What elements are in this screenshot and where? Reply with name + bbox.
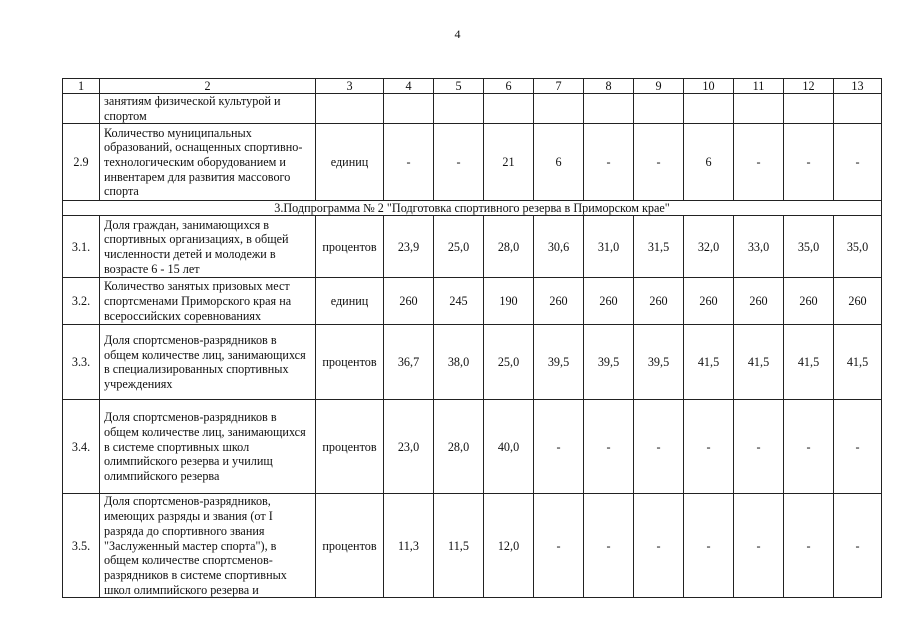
indicator-description: Количество муниципальных образований, оснащенных спортивно-технологическим оборудованием и инвентарем для развития массового спорта (100, 124, 316, 201)
indicator-description: Доля спортсменов-разрядников в общем количестве лиц, занимающихся в системе спортивных школ олимпийского резерва и училищ олимпийского резерва (100, 400, 316, 494)
indicator-value: 23,9 (384, 216, 434, 278)
indicator-value: 25,0 (484, 325, 534, 400)
table-row (63, 216, 882, 278)
section-title: 3.Подпрограмма № 2 "Подготовка спортивного резерва в Приморском крае" (63, 201, 882, 216)
indicator-value: 11,5 (434, 494, 484, 598)
unit-of-measure: процентов (316, 400, 384, 494)
indicator-value: - (384, 124, 434, 201)
column-number-header: 13 (834, 79, 882, 94)
indicator-value: 30,6 (534, 216, 584, 278)
indicator-value: 32,0 (684, 216, 734, 278)
indicator-value: - (534, 494, 584, 598)
column-number-header: 2 (100, 79, 316, 94)
indicator-value (534, 94, 584, 124)
indicator-value: 36,7 (384, 325, 434, 400)
indicator-description: Доля спортсменов-разрядников в общем количестве лиц, занимающихся в специализированных спортивных учреждениях (100, 325, 316, 400)
indicator-value: 31,0 (584, 216, 634, 278)
indicator-value: 23,0 (384, 400, 434, 494)
indicator-value (784, 94, 834, 124)
indicator-value: - (434, 124, 484, 201)
page-number: 4 (454, 27, 461, 41)
indicator-description: занятиям физической культурой и спортом (100, 94, 316, 124)
column-number-header: 7 (534, 79, 584, 94)
indicator-value: 260 (784, 278, 834, 325)
indicator-value: 25,0 (434, 216, 484, 278)
column-number-header: 6 (484, 79, 534, 94)
unit-of-measure: процентов (316, 216, 384, 278)
indicator-value: - (584, 494, 634, 598)
indicator-value: - (684, 400, 734, 494)
indicator-value: 41,5 (834, 325, 882, 400)
indicator-value (834, 94, 882, 124)
indicator-value: 260 (584, 278, 634, 325)
indicator-value: 39,5 (634, 325, 684, 400)
column-number-header: 5 (434, 79, 484, 94)
indicator-value: 245 (434, 278, 484, 325)
indicator-value: - (584, 400, 634, 494)
indicator-value: 40,0 (484, 400, 534, 494)
unit-of-measure: единиц (316, 278, 384, 325)
indicator-value: - (634, 400, 684, 494)
indicator-value: 41,5 (684, 325, 734, 400)
row-number: 3.2. (63, 278, 100, 325)
indicator-value: 6 (534, 124, 584, 201)
indicator-value (584, 94, 634, 124)
indicator-value (384, 94, 434, 124)
indicator-value: 39,5 (584, 325, 634, 400)
indicator-value: 39,5 (534, 325, 584, 400)
indicator-value: - (734, 400, 784, 494)
indicator-value: - (834, 124, 882, 201)
table-row (63, 494, 882, 598)
section-row (63, 201, 882, 216)
table-row (63, 278, 882, 325)
indicator-value: 33,0 (734, 216, 784, 278)
row-number: 2.9 (63, 124, 100, 201)
indicator-value: - (834, 400, 882, 494)
indicator-value: 260 (684, 278, 734, 325)
indicator-value (684, 94, 734, 124)
indicator-value: 41,5 (734, 325, 784, 400)
indicator-value: 12,0 (484, 494, 534, 598)
unit-of-measure: процентов (316, 494, 384, 598)
indicator-value: 260 (634, 278, 684, 325)
column-number-header: 11 (734, 79, 784, 94)
table-row (63, 124, 882, 201)
indicator-value: 35,0 (834, 216, 882, 278)
row-number: 3.1. (63, 216, 100, 278)
table-row (63, 94, 882, 124)
unit-of-measure (316, 94, 384, 124)
indicator-value: - (634, 494, 684, 598)
indicator-value: - (684, 494, 734, 598)
unit-of-measure: единиц (316, 124, 384, 201)
indicator-value (734, 94, 784, 124)
indicator-value (484, 94, 534, 124)
indicator-description: Доля спортсменов-разрядников, имеющих разряды и звания (от I разряда до спортивного звания "Заслуженный мастер спорта"), в общем количестве спортсменов-разрядников в системе спортивных школ олимпийского резерва и (100, 494, 316, 598)
indicator-value: - (784, 400, 834, 494)
column-number-header: 9 (634, 79, 684, 94)
indicator-value: 31,5 (634, 216, 684, 278)
unit-of-measure: процентов (316, 325, 384, 400)
indicator-value (434, 94, 484, 124)
indicator-value: - (734, 124, 784, 201)
indicator-value: 260 (384, 278, 434, 325)
indicator-value: 35,0 (784, 216, 834, 278)
row-number: 3.3. (63, 325, 100, 400)
column-number-header: 10 (684, 79, 734, 94)
indicator-value: - (834, 494, 882, 598)
indicator-value: 28,0 (434, 400, 484, 494)
indicator-value: - (784, 494, 834, 598)
indicator-value (634, 94, 684, 124)
table-row (63, 325, 882, 400)
column-number-header: 3 (316, 79, 384, 94)
indicator-value: - (534, 400, 584, 494)
indicator-value: 11,3 (384, 494, 434, 598)
column-number-header: 1 (63, 79, 100, 94)
indicator-value: 38,0 (434, 325, 484, 400)
indicator-value: 190 (484, 278, 534, 325)
column-number-header: 12 (784, 79, 834, 94)
column-number-header: 8 (584, 79, 634, 94)
indicator-value: - (734, 494, 784, 598)
indicator-value: 260 (534, 278, 584, 325)
table-header-row (63, 79, 882, 94)
row-number: 3.4. (63, 400, 100, 494)
indicators-table (62, 78, 882, 598)
row-number: 3.5. (63, 494, 100, 598)
indicator-value: 21 (484, 124, 534, 201)
indicator-value: 260 (734, 278, 784, 325)
indicator-description: Доля граждан, занимающихся в спортивных организациях, в общей численности детей и молодежи в возрасте 6 - 15 лет (100, 216, 316, 278)
column-number-header: 4 (384, 79, 434, 94)
indicator-value: 41,5 (784, 325, 834, 400)
indicator-value: 260 (834, 278, 882, 325)
indicator-value: - (634, 124, 684, 201)
row-number (63, 94, 100, 124)
indicator-description: Количество занятых призовых мест спортсменами Приморского края на всероссийских соревнованиях (100, 278, 316, 325)
indicator-value: 6 (684, 124, 734, 201)
indicator-value: - (584, 124, 634, 201)
table-row (63, 400, 882, 494)
indicator-value: - (784, 124, 834, 201)
indicator-value: 28,0 (484, 216, 534, 278)
